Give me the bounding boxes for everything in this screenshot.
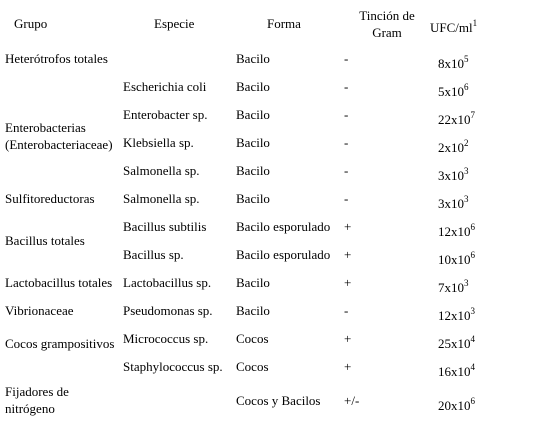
cell-ufc: $20x10^6$ xyxy=(438,395,475,413)
cell-forma: Bacilo xyxy=(236,275,270,290)
cell-ufc: $3x10^3$ xyxy=(438,165,469,183)
cell-forma: Bacilo xyxy=(236,135,270,150)
cell-gram: - xyxy=(344,303,349,318)
cell-especie: Enterobacter sp. xyxy=(123,107,208,122)
cell-gram: - xyxy=(344,107,349,122)
header-ufc: UFC/$ml^1$ xyxy=(430,17,478,35)
cell-especie: Salmonella sp. xyxy=(123,163,200,178)
header-tincion: Tinción de Gram xyxy=(359,8,415,40)
cell-especie: Bacillus subtilis xyxy=(123,219,207,234)
cell-ufc: $10x10^6$ xyxy=(438,249,475,267)
cell-gram: - xyxy=(344,79,349,94)
cell-gram: + xyxy=(344,359,352,374)
cell-especie: Klebsiella sp. xyxy=(123,135,194,150)
cell-forma: Cocos xyxy=(236,331,269,346)
header-especie: Especie xyxy=(154,16,195,31)
group-label: Sulfitoreductoras xyxy=(5,191,95,206)
cell-forma: Bacilo esporulado xyxy=(236,247,331,262)
cell-especie: Lactobacillus sp. xyxy=(123,275,212,290)
cell-forma: Bacilo xyxy=(236,191,270,206)
cell-forma: Bacilo esporulado xyxy=(236,219,331,234)
cell-especie: Escherichia coli xyxy=(123,79,207,94)
cell-forma: Bacilo xyxy=(236,303,270,318)
cell-ufc: $22x10^7$ xyxy=(438,109,475,127)
cell-ufc: $8x10^5$ xyxy=(438,53,469,71)
cell-gram: - xyxy=(344,191,349,206)
cell-gram: - xyxy=(344,51,349,66)
cell-forma: Cocos y Bacilos xyxy=(236,393,321,408)
cell-forma: Bacilo xyxy=(236,79,270,94)
cell-forma: Bacilo xyxy=(236,51,270,66)
cell-ufc: $5x10^6$ xyxy=(438,81,469,99)
cell-especie: Micrococcus sp. xyxy=(123,331,209,346)
cell-ufc: $16x10^4$ xyxy=(438,361,475,379)
cell-gram: + xyxy=(344,247,352,262)
cell-gram: + xyxy=(344,275,352,290)
cell-ufc: $25x10^4$ xyxy=(438,333,475,351)
group-label: Cocos grampositivos xyxy=(5,336,115,351)
cell-ufc: $7x10^3$ xyxy=(438,277,469,295)
cell-gram: - xyxy=(344,163,349,178)
group-label: Heterótrofos totales xyxy=(5,51,108,66)
group-label: Vibrionaceae xyxy=(5,303,74,318)
cell-forma: Bacilo xyxy=(236,163,270,178)
cell-especie: Bacillus sp. xyxy=(123,247,184,262)
cell-ufc: $2x10^2$ xyxy=(438,137,469,155)
cell-ufc: $12x10^6$ xyxy=(438,221,475,239)
cell-ufc: $3x10^3$ xyxy=(438,193,469,211)
cell-especie: Staphylococcus sp. xyxy=(123,359,223,374)
cell-gram: + xyxy=(344,219,352,234)
group-label: Bacillus totales xyxy=(5,233,85,248)
cell-ufc: $12x10^3$ xyxy=(438,305,475,323)
cell-gram: + xyxy=(344,331,352,346)
cell-forma: Bacilo xyxy=(236,107,270,122)
cell-especie: Pseudomonas sp. xyxy=(123,303,213,318)
group-label: Enterobacterias (Enterobacteriaceae) xyxy=(5,120,113,152)
header-grupo: Grupo xyxy=(14,16,48,31)
cell-forma: Cocos xyxy=(236,359,269,374)
group-label: Lactobacillus totales xyxy=(5,275,113,290)
header-forma: Forma xyxy=(267,16,301,31)
cell-gram: +/- xyxy=(344,393,360,408)
cell-especie: Salmonella sp. xyxy=(123,191,200,206)
cell-gram: - xyxy=(344,135,349,150)
group-label: Fijadores de nitrógeno xyxy=(5,384,69,416)
